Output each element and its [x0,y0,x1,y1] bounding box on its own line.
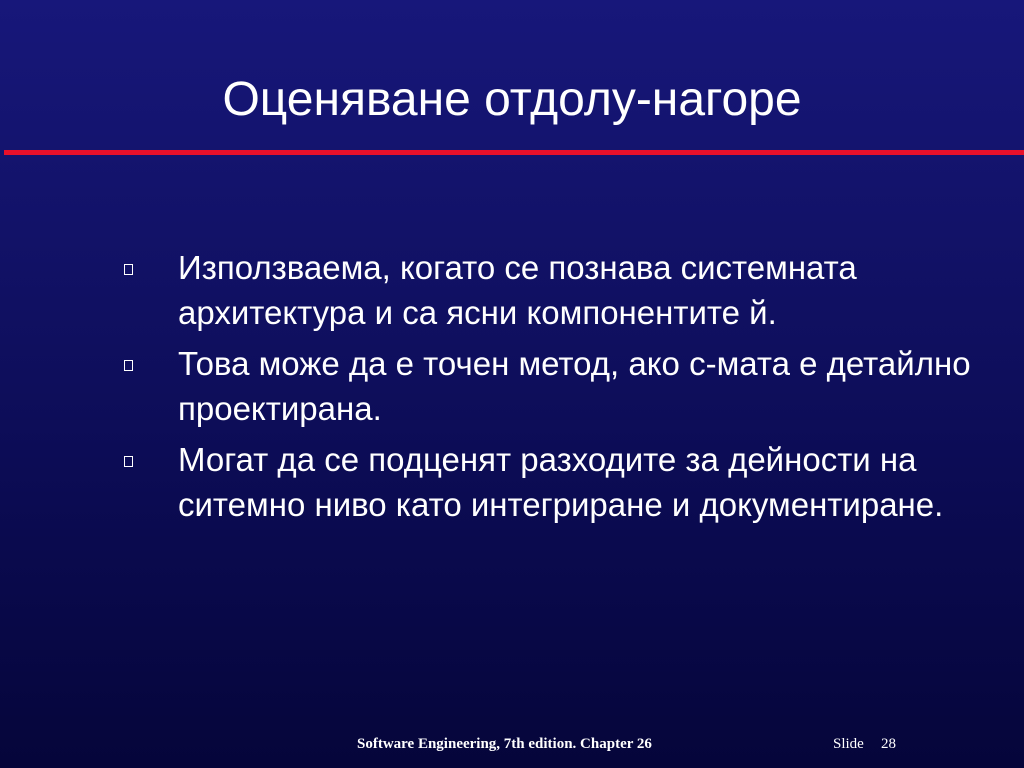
footer-text: Software Engineering, 7th edition. Chapter 26 [357,736,652,752]
slide-title: Оценяване отдолу-нагоре [222,73,802,126]
bullet-item [122,341,992,431]
bullet-item [122,437,992,527]
bullet-text: Това може да е точен метод, ако с-мата е детайлно проектирана. [178,345,971,427]
slide-label: Slide [833,736,864,752]
bullet-square-icon [124,264,133,275]
title-divider [4,150,1024,155]
bullet-text: Използваема, когато се познава системната архитектура и са ясни компонентите й. [178,249,857,331]
bullet-item [122,245,992,335]
bullet-square-icon [124,360,133,371]
slide-number: 28 [881,736,896,752]
bullet-list [122,245,992,533]
bullet-square-icon [124,456,133,467]
bullet-text: Могат да се подценят разходите за дейности на ситемно ниво като интегриране и документиране. [178,441,944,523]
slide-footer [0,736,1024,760]
